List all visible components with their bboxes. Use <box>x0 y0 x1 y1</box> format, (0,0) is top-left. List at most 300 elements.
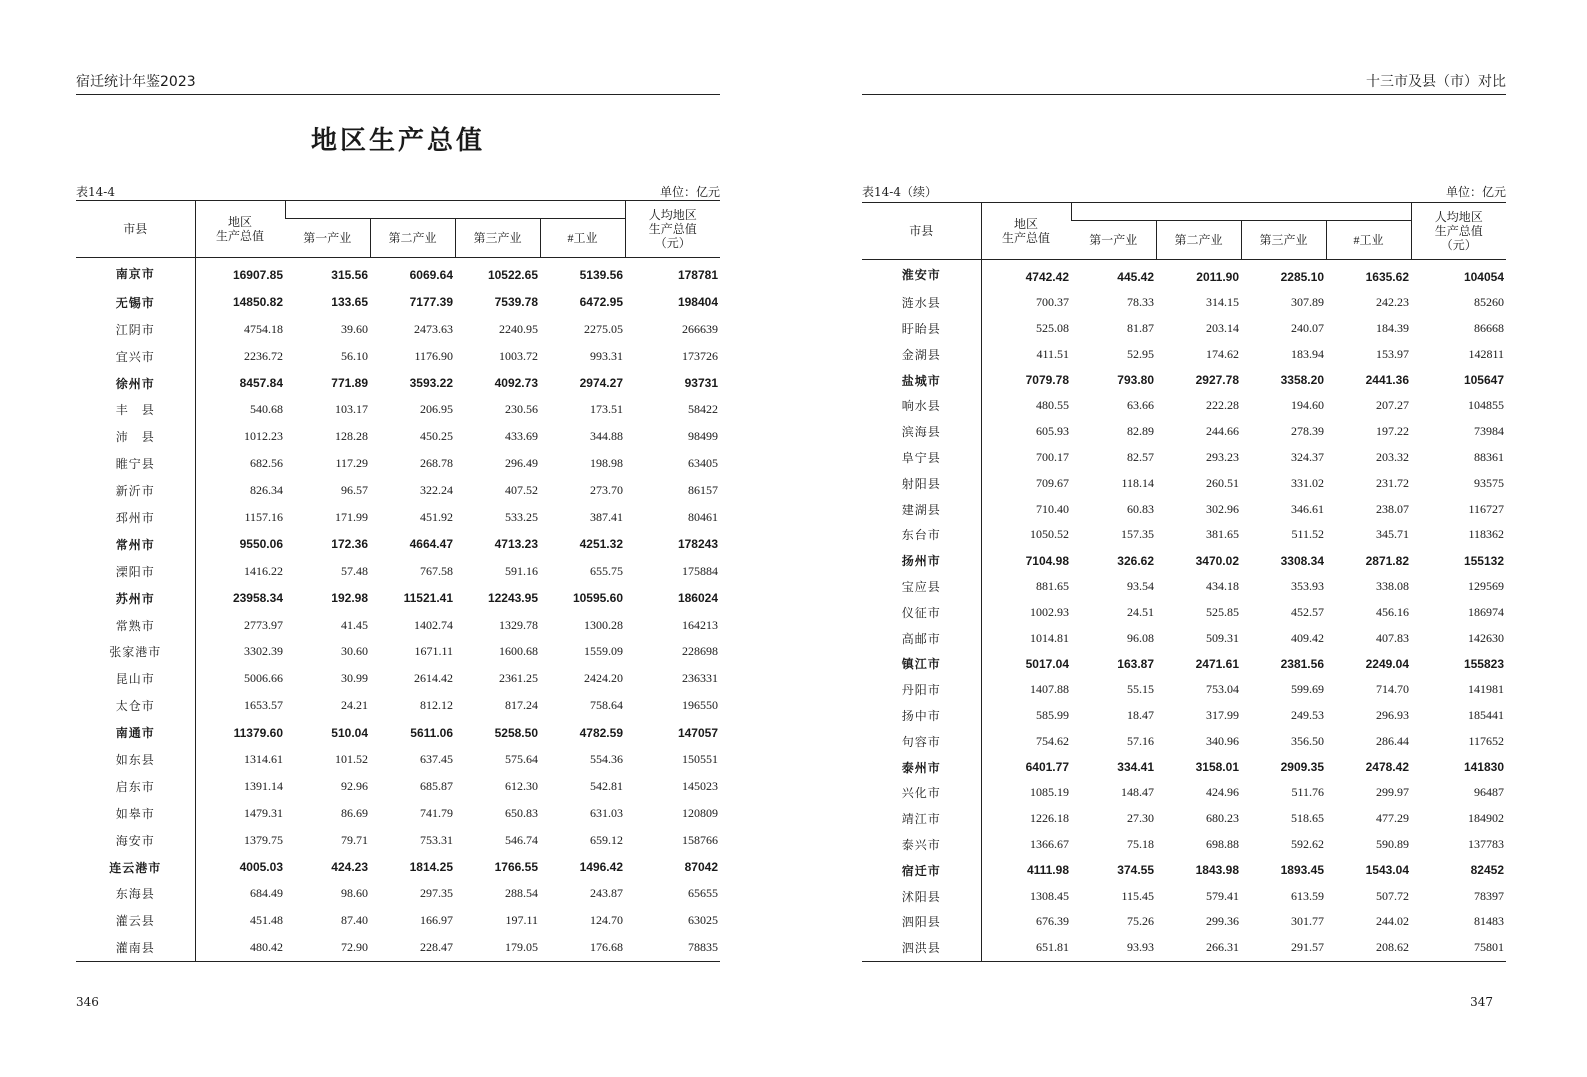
table-row <box>862 651 1506 677</box>
table-row <box>76 504 720 531</box>
cell-per-capita: 105647 <box>1463 373 1504 388</box>
cell-industry: 244.02 <box>1376 914 1409 929</box>
cell-industry: 243.87 <box>590 886 623 901</box>
cell-primary: 78.33 <box>1127 295 1154 310</box>
cell-tertiary: 511.52 <box>1291 527 1324 542</box>
cell-region-name: 昆山市 <box>76 665 195 692</box>
cell-secondary: 3593.22 <box>409 376 453 390</box>
cell-per-capita: 236331 <box>682 671 718 686</box>
table-row <box>862 522 1506 548</box>
cell-region-name: 张家港市 <box>76 638 195 665</box>
cell-tertiary: 2381.56 <box>1280 656 1324 671</box>
cell-region-name: 镇江市 <box>862 651 981 677</box>
cell-industry: 173.51 <box>590 402 623 417</box>
cell-gdp: 710.40 <box>1036 501 1069 516</box>
cell-secondary: 206.95 <box>420 402 453 417</box>
cell-region-name: 丹阳市 <box>862 677 981 703</box>
cell-per-capita: 78397 <box>1474 888 1504 903</box>
cell-industry: 758.64 <box>590 698 623 713</box>
cell-region-name: 连云港市 <box>76 854 195 881</box>
cell-gdp: 1407.88 <box>1030 682 1069 697</box>
cell-region-name: 仪征市 <box>862 599 981 625</box>
cell-industry: 184.39 <box>1376 320 1409 335</box>
cell-secondary: 228.47 <box>420 940 453 955</box>
cell-gdp: 11379.60 <box>233 725 283 740</box>
cell-primary: 115.45 <box>1121 888 1154 903</box>
cell-tertiary: 3308.34 <box>1280 553 1324 568</box>
table-row <box>76 638 720 665</box>
cell-per-capita: 85260 <box>1474 295 1504 310</box>
table-row <box>76 450 720 477</box>
cell-region-name: 常州市 <box>76 531 195 558</box>
cell-tertiary: 511.76 <box>1291 785 1324 800</box>
cell-per-capita: 87042 <box>684 860 718 875</box>
cell-secondary: 293.23 <box>1206 449 1239 464</box>
table-row <box>862 496 1506 522</box>
cell-per-capita: 129569 <box>1468 578 1504 593</box>
cell-per-capita: 117652 <box>1468 733 1504 748</box>
cell-gdp: 2236.72 <box>244 348 283 363</box>
table-row <box>76 477 720 504</box>
cell-tertiary: 4092.73 <box>494 376 538 390</box>
cell-gdp: 684.49 <box>250 886 283 901</box>
cell-gdp: 4742.42 <box>1025 269 1069 284</box>
cell-tertiary: 278.39 <box>1291 424 1324 439</box>
cell-region-name: 泗阳县 <box>862 909 981 935</box>
table-unit: 单位：亿元 <box>659 185 720 199</box>
cell-gdp: 16907.85 <box>232 268 283 283</box>
table-row <box>76 585 720 612</box>
cell-gdp: 605.93 <box>1036 424 1069 439</box>
table-row <box>862 260 1506 290</box>
cell-gdp: 525.08 <box>1036 320 1069 335</box>
cell-gdp: 1050.52 <box>1030 527 1069 542</box>
cell-tertiary: 183.94 <box>1291 346 1324 361</box>
cell-per-capita: 104855 <box>1468 398 1504 413</box>
cell-secondary: 166.97 <box>420 913 453 928</box>
table-label: 表14-4（续） <box>862 185 937 199</box>
header-tertiary: 第三产业 <box>1241 221 1326 260</box>
cell-per-capita: 80461 <box>688 509 718 524</box>
cell-industry: 5139.56 <box>579 268 623 283</box>
cell-primary: 55.15 <box>1127 682 1154 697</box>
cell-secondary: 222.28 <box>1206 398 1239 413</box>
cell-industry: 198.98 <box>590 456 623 471</box>
cell-industry: 345.71 <box>1376 527 1409 542</box>
cell-primary: 63.66 <box>1127 398 1154 413</box>
table-row <box>862 806 1506 832</box>
cell-gdp: 826.34 <box>250 483 283 498</box>
cell-region-name: 南通市 <box>76 719 195 746</box>
cell-region-name: 徐州市 <box>76 370 195 397</box>
cell-per-capita: 137783 <box>1468 836 1504 851</box>
cell-tertiary: 2240.95 <box>499 321 538 336</box>
cell-primary: 133.65 <box>331 295 368 310</box>
cell-gdp: 1653.57 <box>244 698 283 713</box>
cell-industry: 124.70 <box>590 913 623 928</box>
cell-per-capita: 78835 <box>688 940 718 955</box>
cell-secondary: 2927.78 <box>1195 373 1239 388</box>
cell-region-name: 泰兴市 <box>862 832 981 858</box>
cell-tertiary: 194.60 <box>1291 398 1324 413</box>
cell-industry: 296.93 <box>1376 707 1409 722</box>
cell-gdp: 1014.81 <box>1030 630 1069 645</box>
cell-primary: 82.89 <box>1127 424 1154 439</box>
cell-per-capita: 58422 <box>688 402 718 417</box>
cell-per-capita: 81483 <box>1474 914 1504 929</box>
cell-per-capita: 186974 <box>1468 604 1504 619</box>
cell-secondary: 7177.39 <box>409 295 453 310</box>
cell-industry: 338.08 <box>1376 578 1409 593</box>
cell-secondary: 579.41 <box>1206 888 1239 903</box>
cell-primary: 93.54 <box>1127 578 1154 593</box>
cell-industry: 1543.04 <box>1365 863 1409 878</box>
cell-tertiary: 599.69 <box>1291 682 1324 697</box>
cell-gdp: 1479.31 <box>244 805 283 820</box>
cell-region-name: 太仓市 <box>76 692 195 719</box>
cell-gdp: 540.68 <box>250 402 283 417</box>
cell-region-name: 苏州市 <box>76 585 195 612</box>
cell-tertiary: 301.77 <box>1291 914 1324 929</box>
cell-region-name: 阜宁县 <box>862 445 981 471</box>
cell-per-capita: 178243 <box>677 537 718 552</box>
cell-tertiary: 307.89 <box>1291 295 1324 310</box>
cell-per-capita: 75801 <box>1474 940 1504 955</box>
cell-per-capita: 104054 <box>1463 269 1504 284</box>
cell-industry: 2478.42 <box>1365 760 1409 775</box>
cell-per-capita: 145023 <box>682 778 718 793</box>
table-row <box>76 343 720 370</box>
cell-region-name: 沛 县 <box>76 423 195 450</box>
cell-tertiary: 291.57 <box>1291 940 1324 955</box>
cell-secondary: 299.36 <box>1206 914 1239 929</box>
table-row <box>76 719 720 746</box>
table-row <box>76 854 720 881</box>
cell-primary: 82.57 <box>1127 449 1154 464</box>
cell-tertiary: 197.11 <box>505 913 538 928</box>
cell-tertiary: 346.61 <box>1291 501 1324 516</box>
cell-secondary: 3470.02 <box>1195 553 1239 568</box>
cell-tertiary: 546.74 <box>505 832 538 847</box>
cell-per-capita: 73984 <box>1474 424 1504 439</box>
table-row <box>862 909 1506 935</box>
cell-per-capita: 142811 <box>1468 346 1504 361</box>
cell-secondary: 203.14 <box>1206 320 1239 335</box>
cell-tertiary: 518.65 <box>1291 811 1324 826</box>
cell-gdp: 14850.82 <box>232 295 283 310</box>
cell-region-name: 宝应县 <box>862 574 981 600</box>
cell-industry: 273.70 <box>590 483 623 498</box>
cell-secondary: 3158.01 <box>1195 760 1239 775</box>
cell-secondary: 302.96 <box>1206 501 1239 516</box>
cell-per-capita: 266639 <box>682 321 718 336</box>
cell-region-name: 常熟市 <box>76 612 195 639</box>
cell-region-name: 宜兴市 <box>76 343 195 370</box>
cell-per-capita: 65655 <box>688 886 718 901</box>
cell-secondary: 11521.41 <box>403 591 453 606</box>
cell-industry: 208.62 <box>1376 940 1409 955</box>
cell-region-name: 无锡市 <box>76 289 195 316</box>
cell-primary: 60.83 <box>1127 501 1154 516</box>
cell-gdp: 23958.34 <box>232 591 283 606</box>
cell-industry: 1300.28 <box>584 617 623 632</box>
header-industry: #工业 <box>1326 221 1411 260</box>
table-row <box>862 419 1506 445</box>
cell-per-capita: 158766 <box>682 832 718 847</box>
cell-region-name: 江阴市 <box>76 316 195 343</box>
table-body-right <box>862 260 1506 962</box>
cell-region-name: 扬中市 <box>862 703 981 729</box>
cell-gdp: 700.37 <box>1036 295 1069 310</box>
cell-secondary: 525.85 <box>1206 604 1239 619</box>
table-row <box>76 316 720 343</box>
cell-per-capita: 184902 <box>1468 811 1504 826</box>
cell-gdp: 709.67 <box>1036 475 1069 490</box>
cell-secondary: 268.78 <box>420 456 453 471</box>
cell-per-capita: 120809 <box>682 805 718 820</box>
header-gdp: 地区 生产总值 <box>981 203 1071 260</box>
table-row <box>76 692 720 719</box>
cell-secondary: 680.23 <box>1206 811 1239 826</box>
cell-secondary: 6069.64 <box>409 268 453 283</box>
cell-region-name: 淮安市 <box>862 260 981 290</box>
table-row <box>862 548 1506 574</box>
cell-secondary: 322.24 <box>420 483 453 498</box>
cell-primary: 424.23 <box>331 860 368 875</box>
cell-primary: 86.69 <box>341 805 368 820</box>
cell-per-capita: 178781 <box>677 268 718 283</box>
cell-industry: 207.27 <box>1376 398 1409 413</box>
table-row <box>862 728 1506 754</box>
table-row <box>862 780 1506 806</box>
cell-industry: 197.22 <box>1376 424 1409 439</box>
cell-per-capita: 198404 <box>677 295 718 310</box>
cell-secondary: 2011.90 <box>1196 269 1239 284</box>
cell-industry: 286.44 <box>1376 733 1409 748</box>
cell-industry: 554.36 <box>590 751 623 766</box>
cell-tertiary: 324.37 <box>1291 449 1324 464</box>
cell-industry: 1635.62 <box>1365 269 1409 284</box>
cell-per-capita: 96487 <box>1474 785 1504 800</box>
cell-primary: 117.29 <box>335 456 368 471</box>
cell-region-name: 东台市 <box>862 522 981 548</box>
cell-secondary: 434.18 <box>1206 578 1239 593</box>
left-page <box>0 0 793 1077</box>
table-row <box>76 531 720 558</box>
cell-gdp: 754.62 <box>1036 733 1069 748</box>
cell-region-name: 如东县 <box>76 746 195 773</box>
cell-gdp: 1012.23 <box>244 429 283 444</box>
cell-per-capita: 150551 <box>682 751 718 766</box>
cell-primary: 75.18 <box>1127 836 1154 851</box>
cell-primary: 172.36 <box>331 537 368 552</box>
header-per-capita: 人均地区 生产总值 （元） <box>625 201 720 258</box>
table-unit: 单位：亿元 <box>1445 185 1506 199</box>
cell-gdp: 1308.45 <box>1030 888 1069 903</box>
page-title: 地区生产总值 <box>310 126 485 156</box>
cell-gdp: 480.42 <box>250 940 283 955</box>
cell-gdp: 480.55 <box>1036 398 1069 413</box>
cell-tertiary: 296.49 <box>505 456 538 471</box>
cell-tertiary: 575.64 <box>505 751 538 766</box>
cell-industry: 2275.05 <box>584 321 623 336</box>
table-row <box>76 558 720 585</box>
cell-region-name: 滨海县 <box>862 419 981 445</box>
cell-secondary: 1176.90 <box>414 348 453 363</box>
cell-region-name: 如皋市 <box>76 800 195 827</box>
cell-secondary: 1671.11 <box>414 644 453 659</box>
cell-region-name: 沭阳县 <box>862 883 981 909</box>
cell-industry: 10595.60 <box>572 591 623 606</box>
cell-tertiary: 1893.45 <box>1280 863 1324 878</box>
cell-gdp: 1226.18 <box>1030 811 1069 826</box>
cell-tertiary: 452.57 <box>1291 604 1324 619</box>
table-row <box>862 470 1506 496</box>
cell-primary: 128.28 <box>335 429 368 444</box>
cell-secondary: 812.12 <box>420 698 453 713</box>
cell-secondary: 451.92 <box>420 509 453 524</box>
cell-per-capita: 228698 <box>682 644 718 659</box>
cell-per-capita: 86157 <box>688 483 718 498</box>
cell-industry: 242.23 <box>1376 295 1409 310</box>
header-spacer <box>1071 203 1411 221</box>
cell-primary: 56.10 <box>341 348 368 363</box>
cell-tertiary: 817.24 <box>505 698 538 713</box>
cell-primary: 148.47 <box>1121 785 1154 800</box>
cell-primary: 445.42 <box>1117 269 1154 284</box>
cell-primary: 87.40 <box>341 913 368 928</box>
cell-tertiary: 409.42 <box>1291 630 1324 645</box>
cell-industry: 344.88 <box>590 429 623 444</box>
cell-per-capita: 98499 <box>688 429 718 444</box>
cell-gdp: 1416.22 <box>244 563 283 578</box>
cell-gdp: 3302.39 <box>244 644 283 659</box>
cell-tertiary: 3358.20 <box>1280 373 1324 388</box>
cell-region-name: 启东市 <box>76 773 195 800</box>
table-row <box>76 665 720 692</box>
cell-region-name: 扬州市 <box>862 548 981 574</box>
cell-per-capita: 63405 <box>688 456 718 471</box>
cell-secondary: 450.25 <box>420 429 453 444</box>
header-industry: #工业 <box>540 219 625 258</box>
cell-industry: 2249.04 <box>1365 656 1409 671</box>
cell-gdp: 411.51 <box>1036 346 1069 361</box>
cell-primary: 374.55 <box>1117 863 1154 878</box>
cell-secondary: 2471.61 <box>1195 656 1239 671</box>
table-row <box>862 883 1506 909</box>
gdp-table-left <box>76 200 720 962</box>
cell-primary: 30.60 <box>341 644 368 659</box>
cell-primary: 52.95 <box>1127 346 1154 361</box>
cell-per-capita: 155132 <box>1463 553 1504 568</box>
cell-tertiary: 230.56 <box>505 402 538 417</box>
cell-gdp: 1366.67 <box>1030 836 1069 851</box>
cell-industry: 6472.95 <box>579 295 623 310</box>
cell-secondary: 314.15 <box>1206 295 1239 310</box>
cell-region-name: 响水县 <box>862 393 981 419</box>
cell-industry: 659.12 <box>590 832 623 847</box>
table-row <box>76 289 720 316</box>
cell-tertiary: 592.62 <box>1291 836 1324 851</box>
cell-primary: 334.41 <box>1117 760 1154 775</box>
cell-per-capita: 185441 <box>1468 707 1504 722</box>
cell-primary: 24.21 <box>341 698 368 713</box>
cell-tertiary: 353.93 <box>1291 578 1324 593</box>
table-row <box>862 625 1506 651</box>
cell-per-capita: 93575 <box>1474 475 1504 490</box>
cell-region-name: 溧阳市 <box>76 558 195 585</box>
table-row <box>862 341 1506 367</box>
cell-region-name: 射阳县 <box>862 470 981 496</box>
cell-tertiary: 4713.23 <box>494 537 538 552</box>
cell-region-name: 新沂市 <box>76 477 195 504</box>
cell-primary: 96.08 <box>1127 630 1154 645</box>
table-row <box>862 935 1506 961</box>
cell-primary: 118.14 <box>1121 475 1154 490</box>
cell-tertiary: 533.25 <box>505 509 538 524</box>
cell-per-capita: 175884 <box>682 563 718 578</box>
cell-secondary: 637.45 <box>420 751 453 766</box>
table-row <box>862 857 1506 883</box>
cell-region-name: 靖江市 <box>862 806 981 832</box>
cell-primary: 101.52 <box>335 751 368 766</box>
cell-industry: 203.32 <box>1376 449 1409 464</box>
cell-gdp: 1314.61 <box>244 751 283 766</box>
cell-secondary: 424.96 <box>1206 785 1239 800</box>
table-row <box>862 445 1506 471</box>
cell-primary: 315.56 <box>331 268 368 283</box>
header-spacer <box>285 201 625 219</box>
cell-tertiary: 2361.25 <box>499 671 538 686</box>
cell-per-capita: 147057 <box>677 725 718 740</box>
cell-secondary: 317.99 <box>1206 707 1239 722</box>
cell-industry: 2441.36 <box>1365 373 1409 388</box>
cell-secondary: 753.04 <box>1206 682 1239 697</box>
cell-industry: 4782.59 <box>579 725 623 740</box>
cell-per-capita: 63025 <box>688 913 718 928</box>
cell-industry: 1559.09 <box>584 644 623 659</box>
cell-primary: 57.48 <box>341 563 368 578</box>
cell-secondary: 5611.06 <box>410 725 453 740</box>
cell-tertiary: 1600.68 <box>499 644 538 659</box>
cell-per-capita: 141981 <box>1468 682 1504 697</box>
cell-gdp: 7104.98 <box>1025 553 1069 568</box>
cell-per-capita: 141830 <box>1463 760 1504 775</box>
cell-secondary: 297.35 <box>420 886 453 901</box>
cell-secondary: 753.31 <box>420 832 453 847</box>
cell-region-name: 邳州市 <box>76 504 195 531</box>
table-row <box>76 773 720 800</box>
cell-gdp: 651.81 <box>1036 940 1069 955</box>
header-primary: 第一产业 <box>285 219 370 258</box>
cell-industry: 4251.32 <box>579 537 623 552</box>
cell-industry: 542.81 <box>590 778 623 793</box>
cell-per-capita: 186024 <box>677 591 718 606</box>
cell-primary: 93.93 <box>1127 940 1154 955</box>
cell-per-capita: 142630 <box>1468 630 1504 645</box>
cell-primary: 510.04 <box>331 725 368 740</box>
cell-gdp: 4005.03 <box>239 860 283 875</box>
cell-per-capita: 116727 <box>1468 501 1504 516</box>
table-label: 表14-4 <box>76 185 115 199</box>
cell-region-name: 睢宁县 <box>76 450 195 477</box>
cell-tertiary: 591.16 <box>505 563 538 578</box>
page-number: 347 <box>1470 995 1493 1009</box>
cell-tertiary: 7539.78 <box>494 295 538 310</box>
gdp-table-right <box>862 202 1506 962</box>
cell-tertiary: 612.30 <box>505 778 538 793</box>
header-secondary: 第二产业 <box>1156 221 1241 260</box>
